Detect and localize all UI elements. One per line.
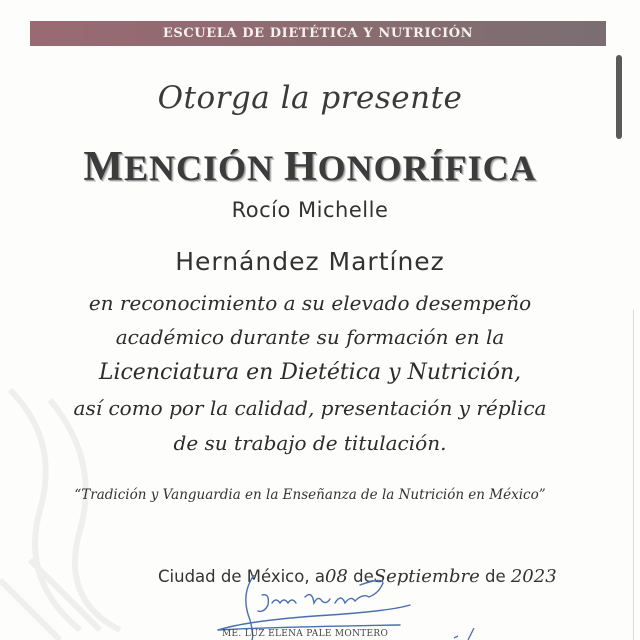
title-word-1: ENCIÓN xyxy=(123,148,284,188)
date-day: 08 xyxy=(324,566,348,587)
recipient-last-names: Hernández Martínez xyxy=(175,247,445,276)
signer-name: ME. LUZ ELENA PALE MONTERO xyxy=(222,629,389,639)
date-month: Septiembre xyxy=(373,566,480,587)
date-city: Ciudad de México, a xyxy=(158,567,325,586)
school-name: ESCUELA DE DIETÉTICA Y NUTRICIÓN xyxy=(162,26,474,41)
intro-text: Otorga la presente xyxy=(157,80,463,116)
body-line: en reconocimiento a su elevado desempeño xyxy=(88,291,532,315)
page-edge-line xyxy=(633,310,634,640)
date-de: de xyxy=(347,567,374,586)
header-band xyxy=(30,21,606,46)
certificate-title xyxy=(0,143,620,191)
body-line: de su trabajo de titulación. xyxy=(173,431,447,455)
body-line: así como por la calidad, presentación y réplica xyxy=(73,396,547,420)
date-year: 2023 xyxy=(510,566,557,587)
title-word-2: ONORÍFICA xyxy=(317,148,537,188)
body-line: Licenciatura en Dietética y Nutrición, xyxy=(98,360,522,385)
body-line: académico durante su formación en la xyxy=(115,325,505,349)
date-de: de xyxy=(479,567,511,586)
ink-mark xyxy=(450,628,480,640)
motto: “Tradición y Vanguardia en la Enseñanza de la Nutrición en México” xyxy=(74,487,546,503)
recipient-first-names: Rocío Michelle xyxy=(231,198,389,222)
title-initial-h: H xyxy=(284,144,318,190)
title-initial-m: M xyxy=(83,144,124,190)
